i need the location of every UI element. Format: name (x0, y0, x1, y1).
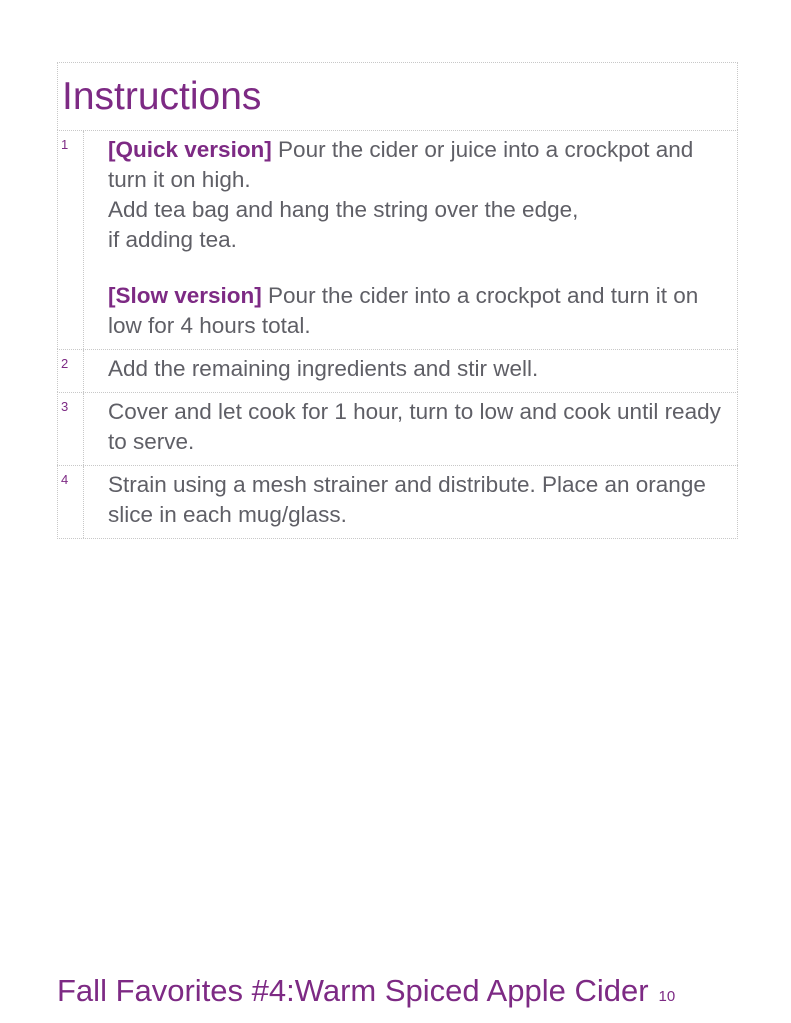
table-row (57, 465, 738, 539)
step-paragraph: Add the remaining ingredients and stir well. (108, 356, 539, 381)
instructions-title-cell (57, 62, 738, 130)
step-paragraph-text: Pour the cider into a crockpot and turn it on low for 4 hours total. (108, 283, 699, 338)
table-row (57, 349, 738, 392)
step-paragraph-text: Pour the cider or juice into a crockpot and turn it on high. (108, 137, 694, 192)
step-lead-label: [Slow version] (108, 283, 262, 308)
step-number: 3 (61, 399, 69, 414)
step-paragraph: if adding tea. (108, 227, 237, 252)
step-paragraph: Cover and let cook for 1 hour, turn to low and cook until ready to serve. (108, 399, 721, 454)
step-number-cell (58, 393, 84, 465)
page-number: 10 (658, 988, 676, 1005)
table-row (57, 392, 738, 465)
step-paragraph: Strain using a mesh strainer and distribute. Place an orange slice in each mug/glass. (108, 472, 706, 527)
step-body-cell (84, 393, 737, 465)
instructions-table (57, 62, 738, 539)
slide-footer (57, 971, 738, 1011)
page-title: Instructions (62, 75, 262, 118)
step-body-cell (84, 350, 737, 392)
step-paragraph: Add tea bag and hang the string over the edge, (108, 197, 579, 222)
step-number: 1 (61, 137, 69, 152)
step-lead-label: [Quick version] (108, 137, 272, 162)
step-number-cell (58, 131, 84, 349)
step-paragraph (108, 135, 729, 195)
paragraph-spacer (108, 255, 729, 281)
step-number: 4 (61, 472, 69, 487)
step-number: 2 (61, 356, 69, 371)
table-row (57, 130, 738, 349)
step-paragraph (108, 281, 729, 341)
step-number-cell (58, 350, 84, 392)
step-body-cell (84, 131, 737, 349)
footer-title: Fall Favorites #4:Warm Spiced Apple Cider (57, 973, 649, 1008)
step-body-cell (84, 466, 737, 538)
step-number-cell (58, 466, 84, 538)
